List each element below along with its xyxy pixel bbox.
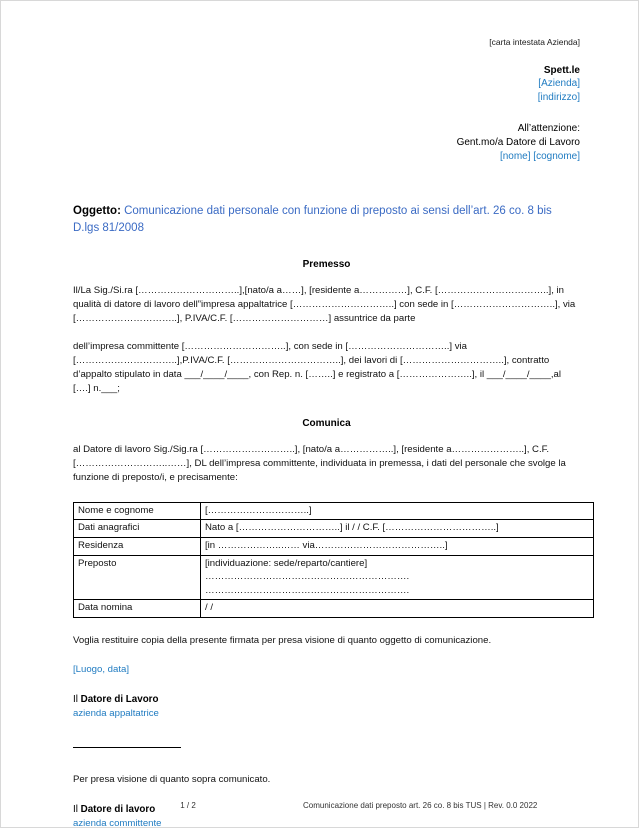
table-row (74, 520, 594, 538)
premesso-paragraph-1: Il/La Sig./Si.ra […………………………..],[nato/a a……], [residente a……………], C.F. [……………………………..], in qualità di datore di lavoro dell”impresa appaltatrice […………………………..] con sede in […………………………..], via […………………………..], P.IVA/C.F. […………………………] assuntrice da parte (73, 284, 576, 324)
place-date-placeholder: [Luogo, data] (73, 664, 130, 676)
table-cell-main-line: […………………………..] (205, 504, 312, 516)
document-content (73, 1, 580, 828)
table-row-value[interactable] (201, 600, 594, 618)
table-row-value[interactable] (201, 537, 594, 555)
table-cell-main-line: Nato a […………………………..] il / / C.F. [……………………………..] (205, 522, 499, 534)
preposto-data-table (73, 502, 594, 618)
table-row-label: Preposto (74, 555, 201, 600)
recipient-company-placeholder: [Azienda] (538, 78, 580, 90)
table-row-value[interactable] (201, 502, 594, 520)
attention-label: All’attenzione: (517, 123, 580, 135)
recipient-salutation: Spett.le (543, 64, 580, 76)
table-row-value[interactable] (201, 555, 594, 600)
subject-label: Oggetto: (73, 205, 121, 218)
table-row (74, 555, 594, 600)
signature-role-prefix: Il (73, 694, 81, 706)
section-heading-premesso: Premesso (302, 258, 351, 270)
comunica-paragraph: al Datore di lavoro Sig./Sig.ra [………………………..], [nato/a a……………..], [residente a…………………..], C.F. [………………………..……], DL dell’impresa committente, individuata in premessa, i dati del personale che svolge la funzione di preposto/i, e precisamente: (73, 443, 566, 483)
acknowledgement-text: Per presa visione di quanto sopra comunicato. (73, 774, 271, 786)
table-row-value[interactable] (201, 520, 594, 538)
attention-block (73, 122, 580, 163)
signature-role-title: Datore di lavoro (80, 804, 156, 816)
table-row (74, 502, 594, 520)
footer-page-number: 1 / 2 (180, 801, 196, 810)
signature-company: azienda appaltatrice (73, 707, 159, 719)
signature-block-appaltatrice (73, 693, 580, 748)
footer-document-reference: Comunicazione dati preposto art. 26 co. 8 bis TUS | Rev. 0.0 2022 (303, 801, 538, 810)
recipient-block (73, 64, 580, 105)
closing-request: Voglia restituire copia della presente firmata per presa visione di quanto oggetto di comunicazione. (73, 635, 492, 647)
signature-role-line (73, 693, 580, 707)
premesso-paragraph-2: dell’impresa committente […………………………..], con sede in […………………………..] via […………………………..],P.IVA/C.F. [……………………………..], dei lavori di […………………………..], contratto d’appalto stipulato in data ___/____/____, con Rep. n. [……..] e registrato a […………………..], il ___/____/____,al [….] n.___; (73, 340, 561, 394)
table-row-label: Data nomina (74, 600, 201, 618)
signature-role-title: Datore di Lavoro (80, 694, 159, 706)
subject-line (73, 203, 580, 236)
table-cell-main-line: / / (205, 602, 213, 614)
table-cell-blank-line: ………………………………………………………. (205, 584, 410, 596)
page-footer (73, 801, 590, 810)
table-row-label: Dati anagrafici (74, 520, 201, 538)
table-cell-blank-line: ………………………………………………………. (205, 571, 410, 583)
attention-name-placeholder: [nome] [cognome] (499, 150, 580, 162)
table-row (74, 600, 594, 618)
subject-text: Comunicazione dati personale con funzione di preposto ai sensi dell’art. 26 co. 8 bis D.lgs 81/2008 (73, 205, 552, 235)
recipient-address-placeholder: [indirizzo] (537, 92, 580, 104)
table-row (74, 537, 594, 555)
signature-role-prefix: Il (73, 804, 81, 816)
table-row-label: Residenza (74, 537, 201, 555)
table-cell-main-line: [in ………………..…… via…………………………………..] (205, 539, 448, 551)
signature-line[interactable] (73, 747, 181, 748)
section-heading-comunica: Comunica (302, 417, 351, 429)
table-row-label: Nome e cognome (74, 502, 201, 520)
preposto-table-body (74, 502, 594, 617)
signature-company: azienda committente (73, 817, 162, 828)
letterhead-placeholder: [carta intestata Azienda] (489, 37, 580, 47)
table-cell-main-line: [individuazione: sede/reparto/cantiere] (205, 557, 368, 569)
attention-role: Gent.mo/a Datore di Lavoro (456, 136, 580, 148)
